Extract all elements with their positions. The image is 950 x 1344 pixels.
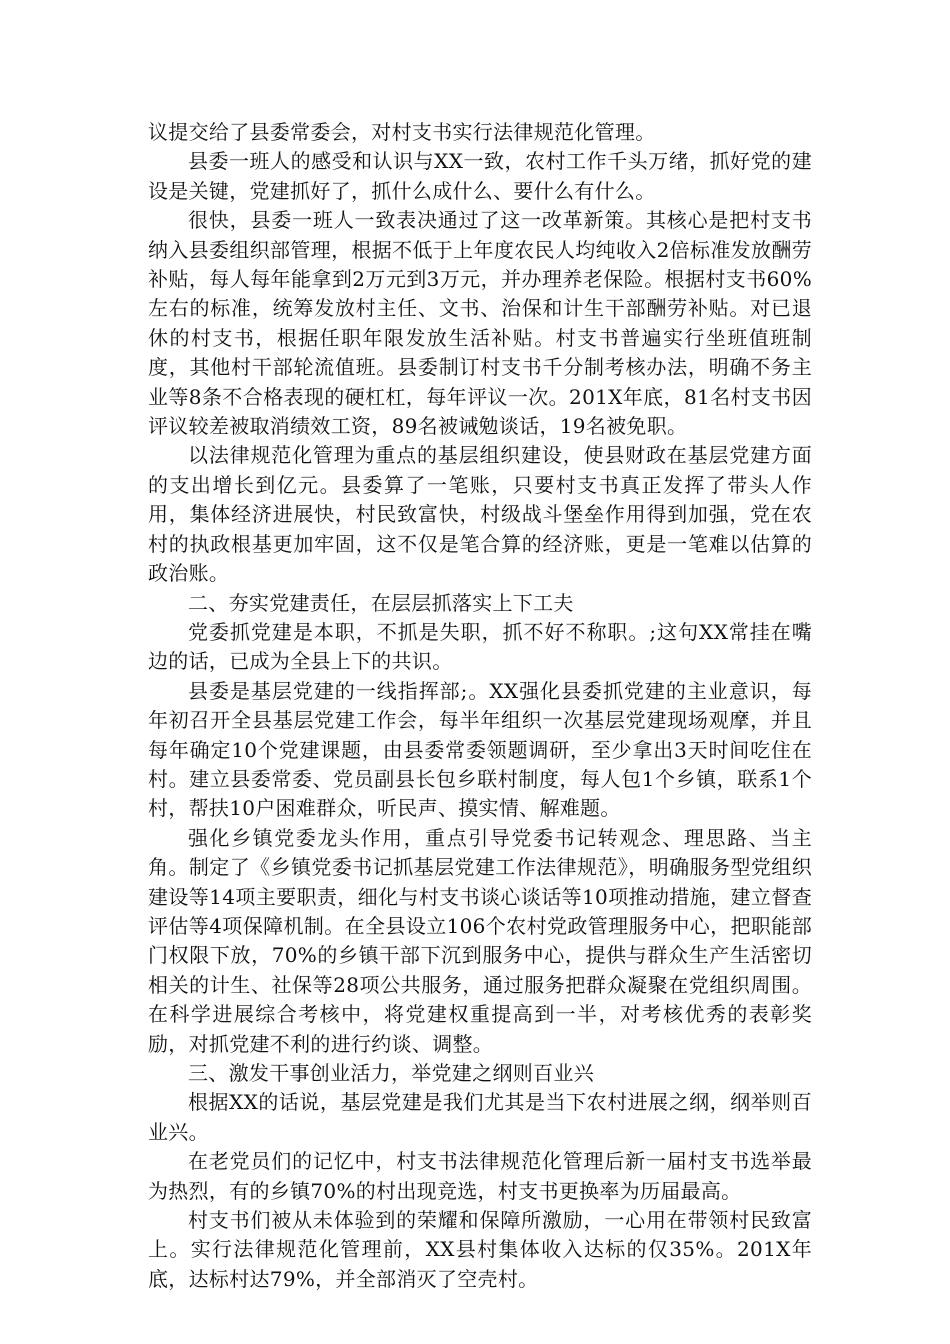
paragraph: 根据XX的话说，基层党建是我们尤其是当下农村进展之纲，纲举则百业兴。 [148, 1090, 812, 1144]
paragraph: 县委是基层党建的一线指挥部;。XX强化县委抓党建的主业意识，每年初召开全县基层党建工作会，每半年组织一次基层党建现场观摩，并且每年确定10个党建课题，由县委常委领题调研，至少拿出3天时间吃住在村。建立县委常委、党员副县长包乡联村制度，每人包1个乡镇，联系1个村，帮扶10户困难群众，听民声、摸实情、解难题。 [148, 678, 812, 821]
document-body [148, 118, 812, 1294]
paragraph: 党委抓党建是本职，不抓是失职，抓不好不称职。;这句XX常挂在嘴边的话，已成为全县上下的共识。 [148, 619, 812, 674]
paragraph: 很快，县委一班人一致表决通过了这一改革新策。其核心是把村支书纳入县委组织部管理，根据不低于上年度农民人均纯收入2倍标准发放酬劳补贴，每人每年能拿到2万元到3万元，并办理养老保险。根据村支书60%左右的标准，统筹发放村主任、文书、治保和计生干部酬劳补贴。对已退休的村支书，根据任职年限发放生活补贴。村支书普遍实行坐班值班制度，其他村干部轮流值班。县委制订村支书千分制考核办法，明确不务主业等8条不合格表现的硬杠杠，每年评议一次。201X年底，81名村支书因评议较差被取消绩效工资，89名被诫勉谈话，19名被免职。 [148, 208, 812, 439]
paragraph: 强化乡镇党委龙头作用，重点引导党委书记转观念、理思路、当主角。制定了《乡镇党委书记抓基层党建工作法律规范》，明确服务型党组织建设等14项主要职责，细化与村支书谈心谈话等10项推动措施，建立督查评估等4项保障机制。在全县设立106个农村党政管理服务中心，把职能部门权限下放，70%的乡镇干部下沉到服务中心，提供与群众生产生活密切相关的计生、社保等28项公共服务，通过服务把群众凝聚在党组织周围。在科学进展综合考核中，将党建权重提高到一半，对考核优秀的表彰奖励，对抓党建不利的进行约谈、调整。 [148, 825, 812, 1056]
paragraph: 村支书们被从未体验到的荣耀和保障所激励，一心用在带领村民致富上。实行法律规范化管理前，XX县村集体收入达标的仅35%。201X年底，达标村达79%，并全部消灭了空壳村。 [148, 1208, 812, 1291]
paragraph: 县委一班人的感受和认识与XX一致，农村工作千头万绪，抓好党的建设是关键，党建抓好了，抓什么成什么、要什么有什么。 [148, 149, 812, 203]
paragraph: 以法律规范化管理为重点的基层组织建设，使县财政在基层党建方面的支出增长到亿元。县委算了一笔账，只要村支书真正发挥了带头人作用，集体经济进展快，村民致富快，村级战斗堡垒作用得到加强，党在农村的执政根基更加牢固，这不仅是笔合算的经济账，更是一笔难以估算的政治账。 [148, 443, 812, 586]
section-heading-3: 三、激发干事创业活力，举党建之纲则百业兴 [188, 1061, 594, 1085]
section-heading-2: 二、夯实党建责任，在层层抓落实上下工夫 [188, 590, 574, 615]
paragraph: 在老党员们的记忆中，村支书法律规范化管理后新一届村支书选举最为热烈，有的乡镇70%的村出现竞选，村支书更换率为历届最高。 [148, 1149, 812, 1203]
paragraph-continuation: 议提交给了县委常委会，对村支书实行法律规范化管理。 [148, 120, 656, 144]
